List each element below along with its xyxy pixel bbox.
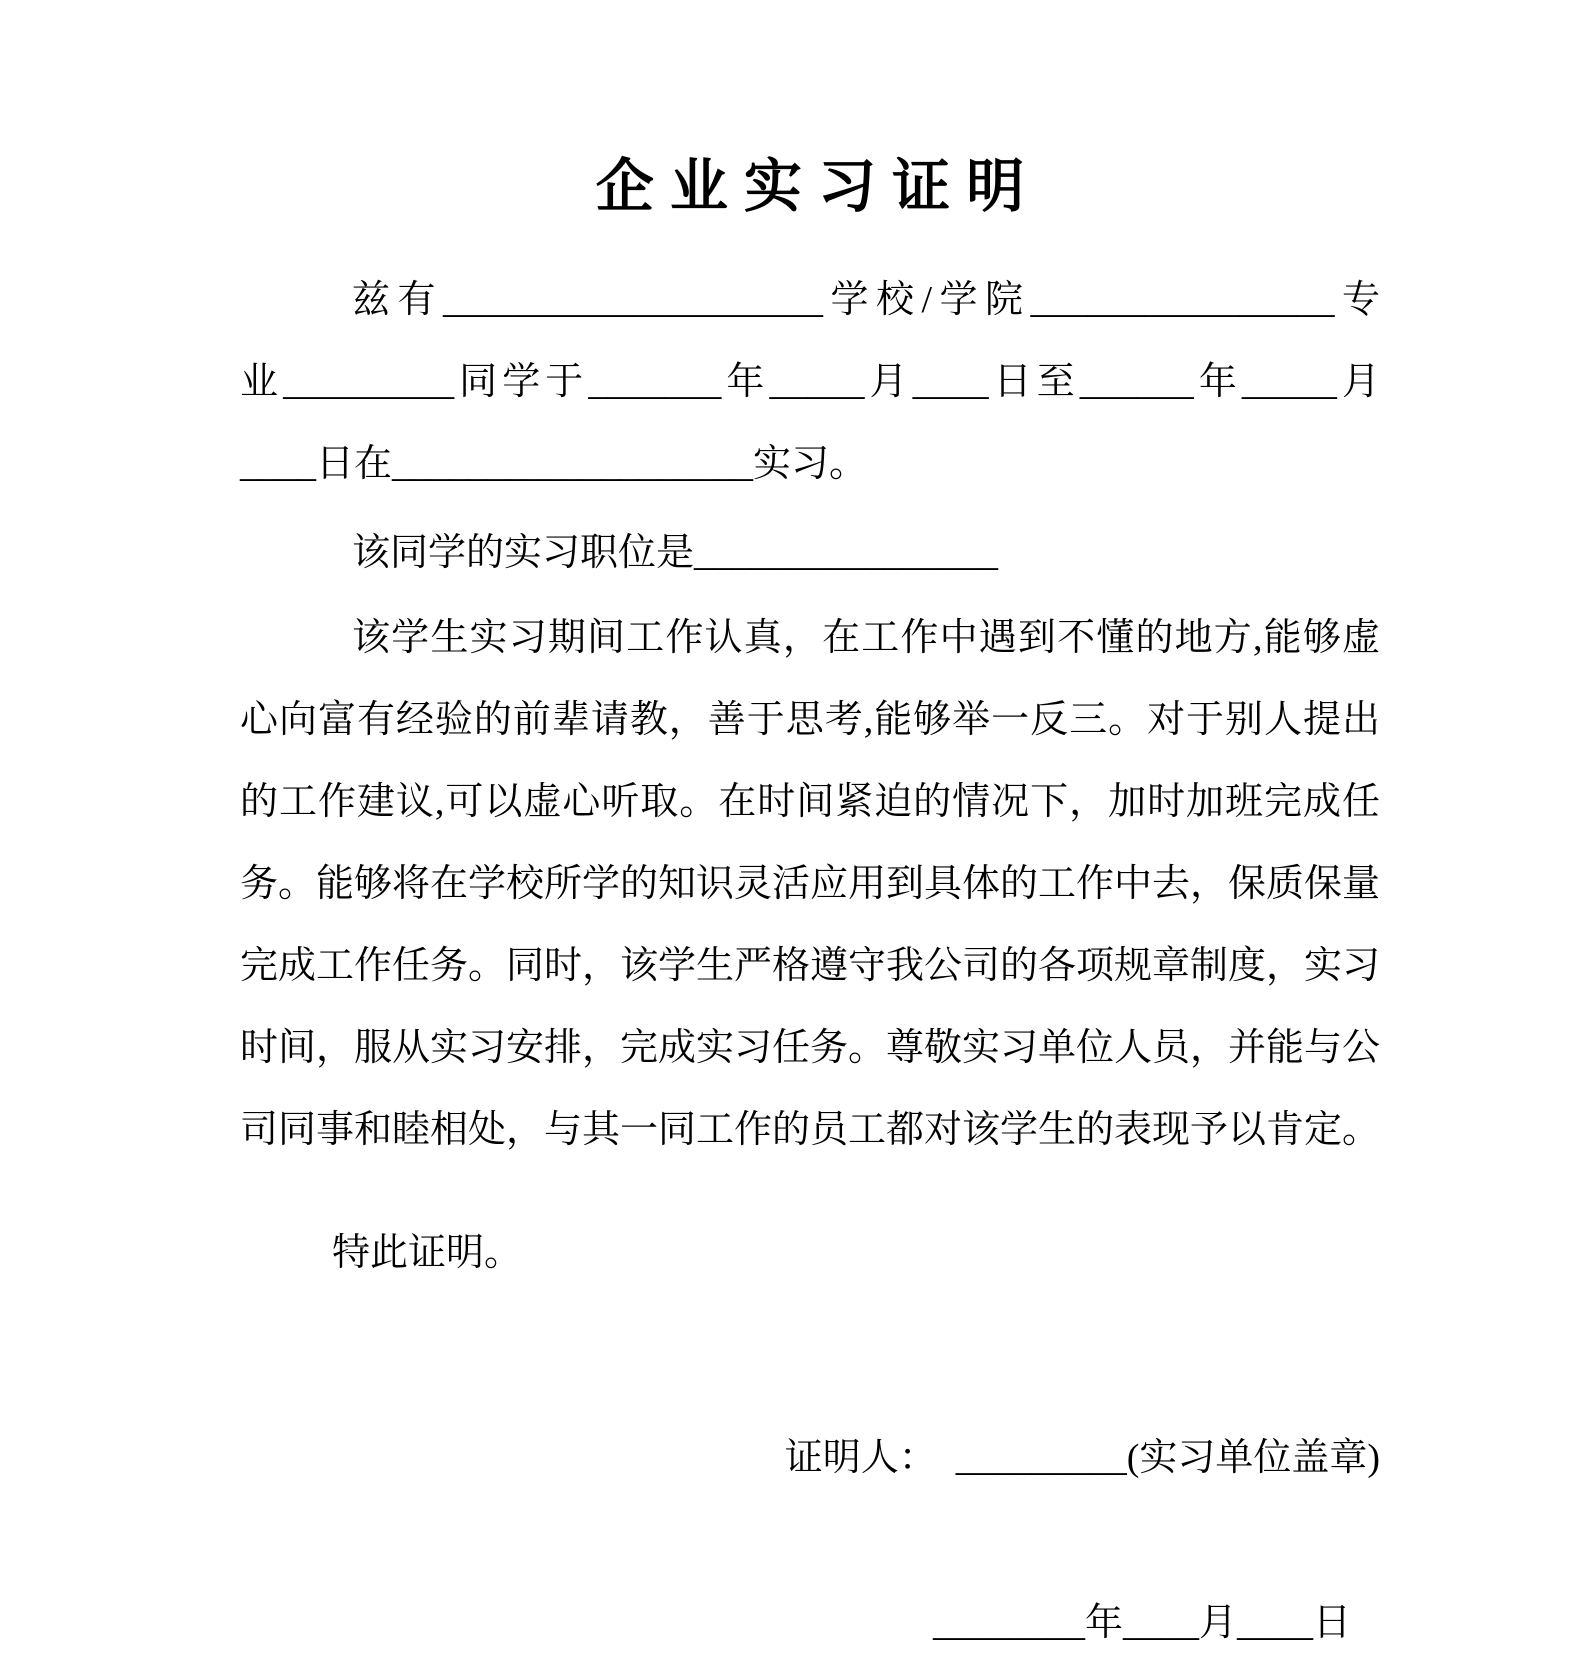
evaluation-line-7: 司同事和睦相处，与其一同工作的员工都对该学生的表现予以肯定。 [240, 1109, 1381, 1151]
intro-line-1: 兹有____________________学校/学院________________专 [352, 279, 1380, 321]
date-line: ________年____月____日 [932, 1602, 1351, 1644]
evaluation-paragraph [240, 597, 1380, 1171]
position-line: 该同学的实习职位是________________ [352, 532, 999, 574]
intro-line-3: ____日在___________________实习。 [240, 443, 868, 485]
evaluation-line-6: 时间，服从实习安排，完成实习任务。尊敬实习单位人员，并能与公 [240, 1027, 1381, 1069]
document-title: 企 业 实 习 证 明 [595, 154, 1025, 219]
intro-line-2: 业_________同学于_______年_____月____日至______年_____月 [240, 361, 1380, 403]
signer-line: 证明人： _________(实习单位盖章) [784, 1437, 1380, 1479]
evaluation-line-4: 务。能够将在学校所学的知识灵活应用到具体的工作中去，保质保量 [240, 863, 1381, 905]
evaluation-line-5: 完成工作任务。同时，该学生严格遵守我公司的各项规章制度，实习 [240, 945, 1381, 987]
intro-paragraph [240, 259, 1380, 505]
evaluation-line-2: 心向富有经验的前辈请教，善于思考,能够举一反三。对于别人提出 [240, 699, 1380, 741]
position-paragraph [240, 512, 1380, 594]
evaluation-line-3: 的工作建议,可以虚心听取。在时间紧迫的情况下，加时加班完成任 [240, 781, 1380, 823]
closing-line: 特此证明。 [332, 1232, 523, 1274]
evaluation-line-1: 该学生实习期间工作认真，在工作中遇到不懂的地方,能够虚 [352, 617, 1380, 659]
